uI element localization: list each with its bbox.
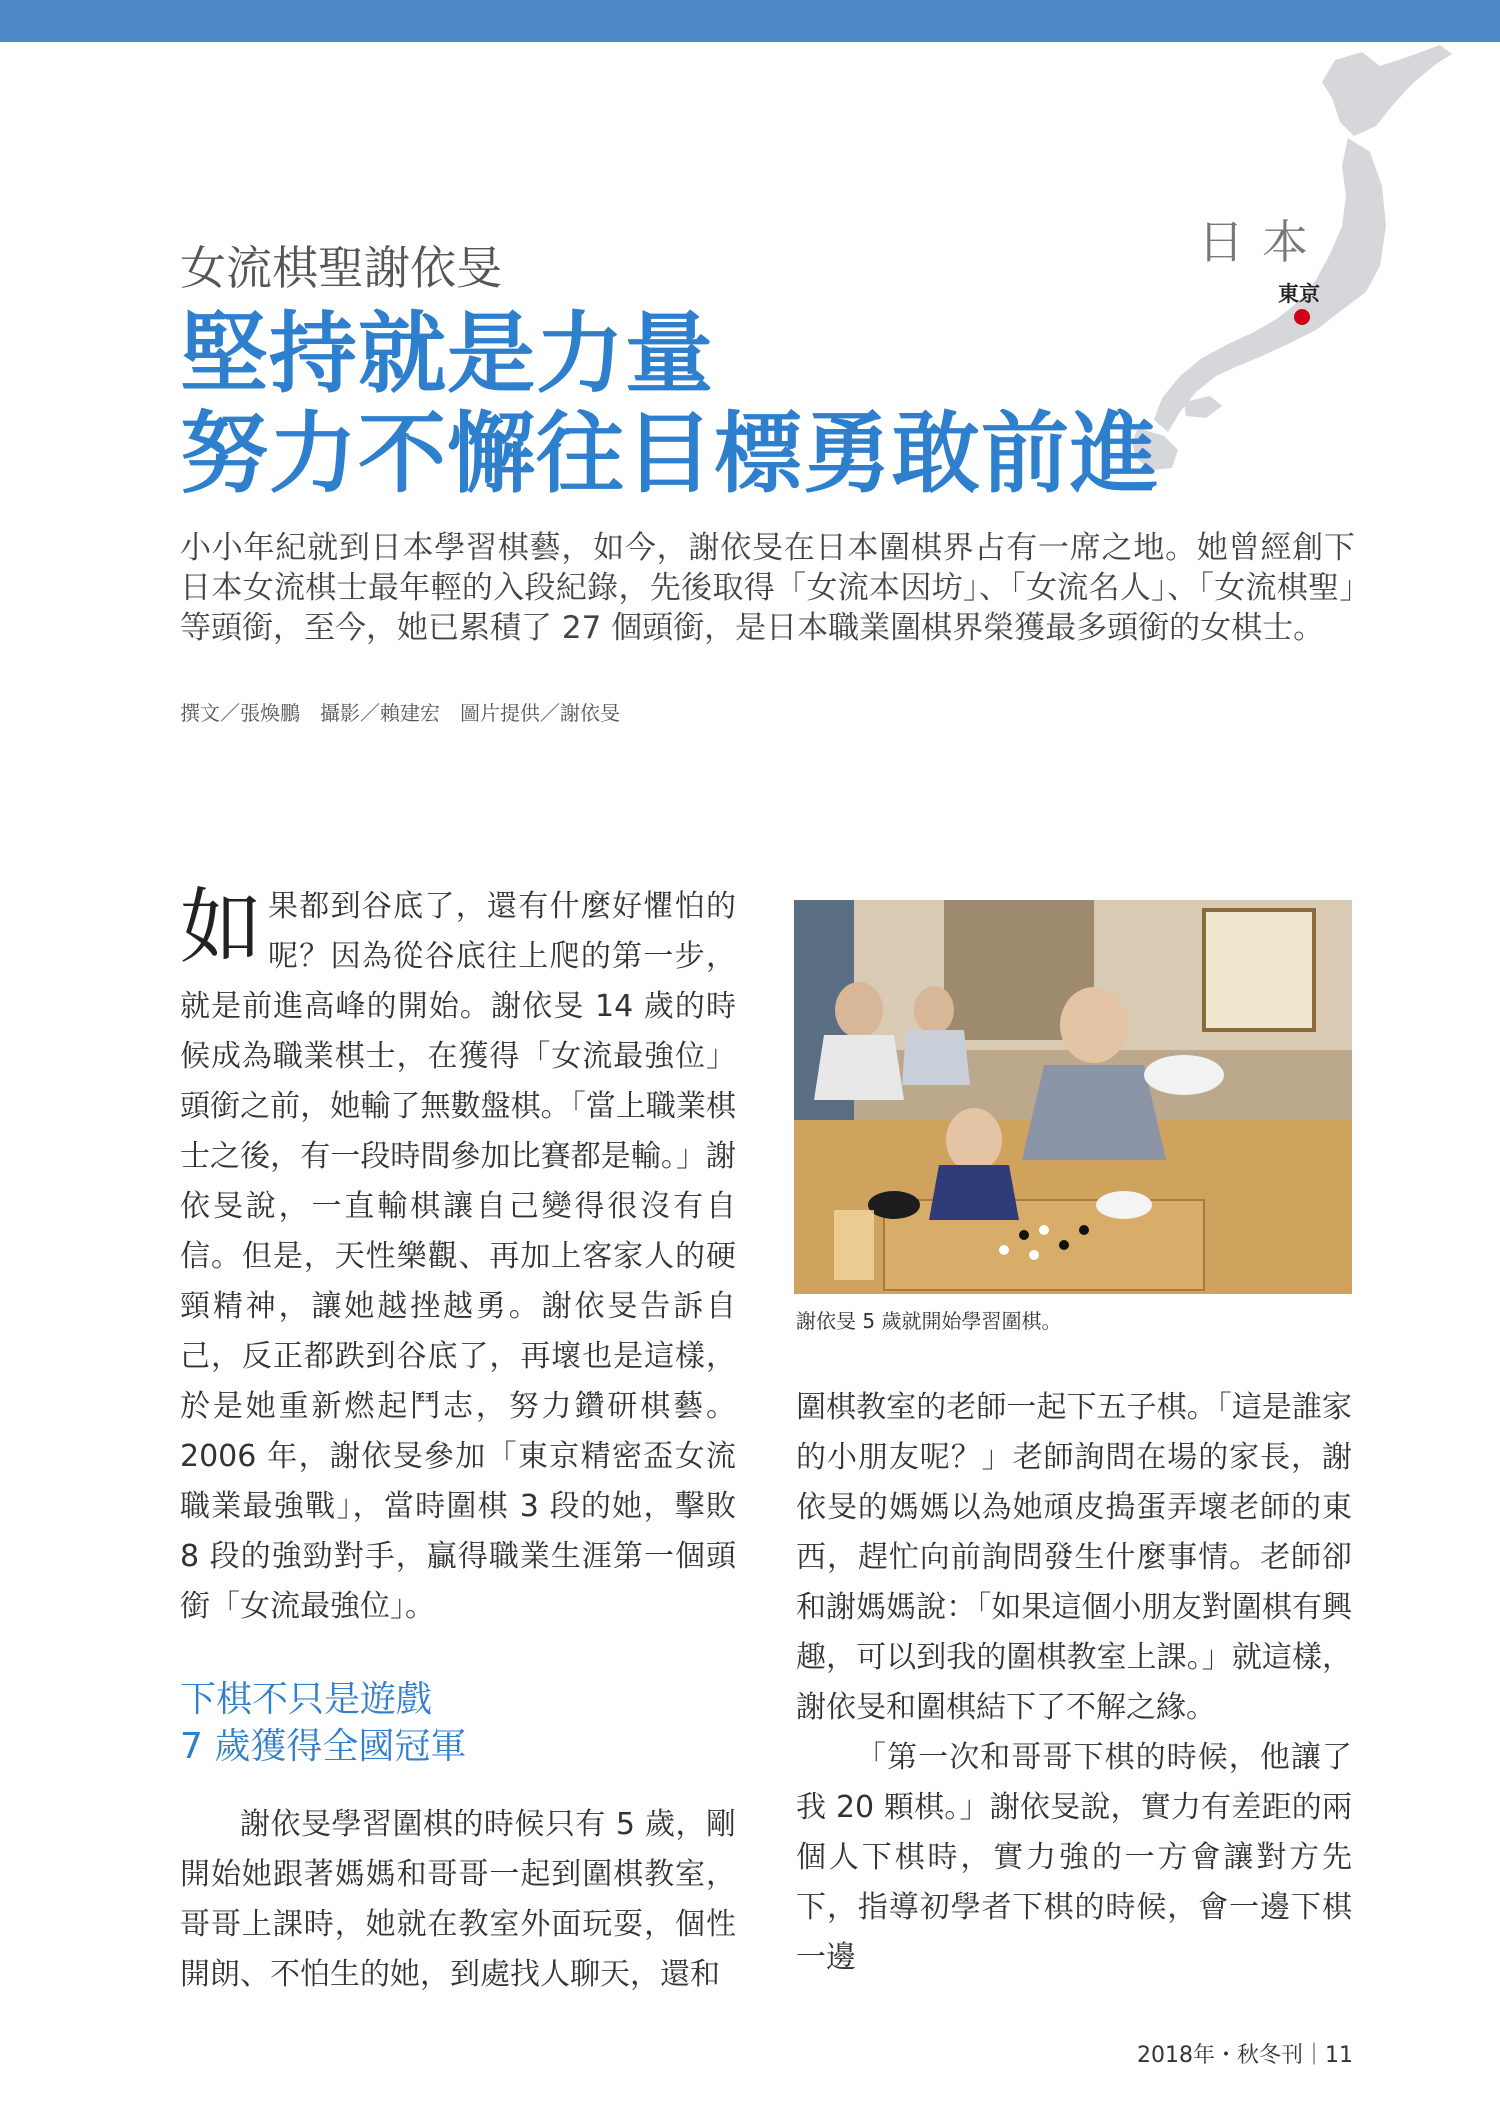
right-column bbox=[796, 1383, 1352, 1983]
body-paragraph-3: 圍棋教室的老師一起下五子棋。「這是誰家的小朋友呢？」老師詢問在場的家長，謝依旻的媽媽以為她頑皮搗蛋弄壞老師的東西，趕忙向前詢問發生什麼事情。老師卻和謝媽媽說：「如果這個小朋友對圍棋有興趣，可以到我的圍棋教室上課。」就這樣，謝依旻和圍棋結下了不解之緣。 bbox=[796, 1390, 1352, 1725]
section-subhead bbox=[180, 1676, 736, 1770]
body-paragraph-4: 「第一次和哥哥下棋的時候，他讓了我 20 顆棋。」謝依旻說，實力有差距的兩個人下棋時，實力強的一方會讓對方先下，指導初學者下棋的時候，會一邊下棋一邊 bbox=[796, 1740, 1352, 1975]
left-column bbox=[180, 882, 736, 2000]
top-color-bar bbox=[0, 0, 1500, 42]
page-footer: 2018年・秋冬刊｜11 bbox=[1137, 2043, 1353, 2068]
body-paragraph-2: 謝依旻學習圍棋的時候只有 5 歲，剛開始她跟著媽媽和哥哥一起到圍棋教室，哥哥上課時，她就在教室外面玩耍，個性開朗、不怕生的她，到處找人聊天，還和 bbox=[180, 1807, 736, 1992]
city-label: 東京 bbox=[1278, 282, 1320, 306]
drop-cap: 如 bbox=[180, 880, 263, 975]
article-photo bbox=[794, 900, 1352, 1294]
photo-caption: 謝依旻 5 歲就開始學習圍棋。 bbox=[796, 1309, 1062, 1333]
headline-line-2: 努力不懈往目標勇敢前進 bbox=[180, 402, 1160, 505]
body-paragraph-1-text: 果都到谷底了，還有什麼好懼怕的呢？因為從谷底往上爬的第一步，就是前進高峰的開始。謝依旻 14 歲的時候成為職業棋士，在獲得「女流最強位」頭銜之前，她輸了無數盤棋。「當上職業棋士之後，有一段時間參加比賽都是輸。」謝依旻說，一直輸棋讓自己變得很沒有自信。但是，天性樂觀、再加上客家人的硬頸精神，讓她越挫越勇。謝依旻告訴自己，反正都跌到谷底了，再壞也是這樣，於是她重新燃起鬥志，努力鑽研棋藝。2006 年，謝依旻參加「東京精密盃女流職業最強戰」，當時圍棋 3 段的她，擊敗 8 段的強勁對手，贏得職業生涯第一個頭銜「女流最強位」。 bbox=[180, 889, 736, 1624]
subhead-line-2: 7 歲獲得全國冠軍 bbox=[180, 1726, 467, 1767]
article-kicker: 女流棋聖謝依旻 bbox=[180, 241, 502, 295]
subhead-line-1: 下棋不只是遊戲 bbox=[180, 1679, 433, 1720]
tokyo-marker bbox=[1294, 309, 1310, 325]
photo-go-lesson bbox=[794, 900, 1352, 1294]
credits-line: 撰文／張煥鵬 攝影／賴建宏 圖片提供／謝依旻 bbox=[180, 701, 620, 725]
body-paragraph-1 bbox=[180, 882, 736, 1632]
lead-paragraph: 小小年紀就到日本學習棋藝，如今，謝依旻在日本圍棋界占有一席之地。她曾經創下日本女流棋士最年輕的入段紀錄，先後取得「女流本因坊」、「女流名人」、「女流棋聖」等頭銜，至今，她已累積了 27 個頭銜，是日本職業圍棋界榮獲最多頭銜的女棋士。 bbox=[180, 530, 1355, 646]
country-label: 日本 bbox=[1198, 215, 1326, 269]
headline-line-1: 堅持就是力量 bbox=[180, 302, 715, 405]
